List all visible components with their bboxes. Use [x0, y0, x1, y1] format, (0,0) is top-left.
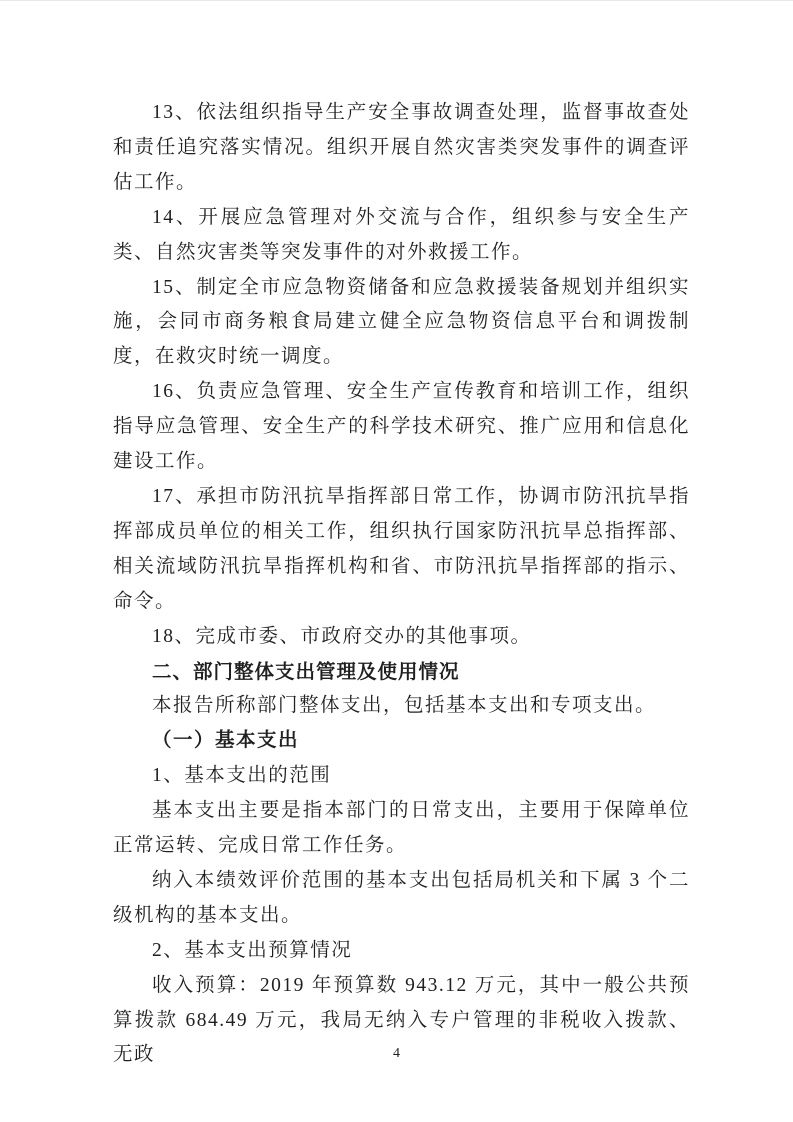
para-basic-expenditure-scope-title: 1、基本支出的范围 [152, 765, 332, 787]
document-body [113, 96, 690, 1073]
para-evaluation-scope: 纳入本绩效评价范围的基本支出包括局机关和下属 3 个二级机构的基本支出。 [113, 869, 690, 926]
para-overall-expenditure-intro: 本报告所称部门整体支出，包括基本支出和专项支出。 [152, 695, 657, 717]
clause-14: 14、开展应急管理对外交流与合作，组织参与安全生产类、自然灾害类等突发事件的对外救援工作。 [113, 206, 690, 263]
clause-15: 15、制定全市应急物资储备和应急救援装备规划并组织实施，会同市商务粮食局建立健全应急物资信息平台和调拨制度，在救灾时统一调度。 [113, 276, 690, 368]
clause-16: 16、负责应急管理、安全生产宣传教育和培训工作，组织指导应急管理、安全生产的科学技术研究、推广应用和信息化建设工作。 [113, 381, 690, 473]
para-basic-expenditure-scope: 基本支出主要是指本部门的日常支出，主要用于保障单位正常运转、完成日常工作任务。 [113, 800, 690, 857]
section-heading-overall-expenditure: 二、部门整体支出管理及使用情况 [152, 660, 460, 683]
para-budget-situation-title: 2、基本支出预算情况 [152, 939, 353, 961]
clause-18: 18、完成市委、市政府交办的其他事项。 [152, 625, 532, 647]
clause-17: 17、承担市防汛抗旱指挥部日常工作，协调市防汛抗旱指挥部成员单位的相关工作，组织执行国家防汛抗旱总指挥部、相关流域防汛抗旱指挥机构和省、市防汛抗旱指挥部的指示、命令。 [113, 485, 690, 612]
para-income-budget: 收入预算：2019 年预算数 943.12 万元，其中一般公共预算拨款 684.49 万元，我局无纳入专户管理的非税收入拨款、无政 [113, 974, 690, 1066]
clause-13: 13、依法组织指导生产安全事故调查处理，监督事故查处和责任追究落实情况。组织开展自然灾害类突发事件的调查评估工作。 [113, 102, 690, 193]
subsection-heading-basic-expenditure: （一）基本支出 [152, 730, 300, 752]
page-number: 4 [393, 1046, 400, 1061]
